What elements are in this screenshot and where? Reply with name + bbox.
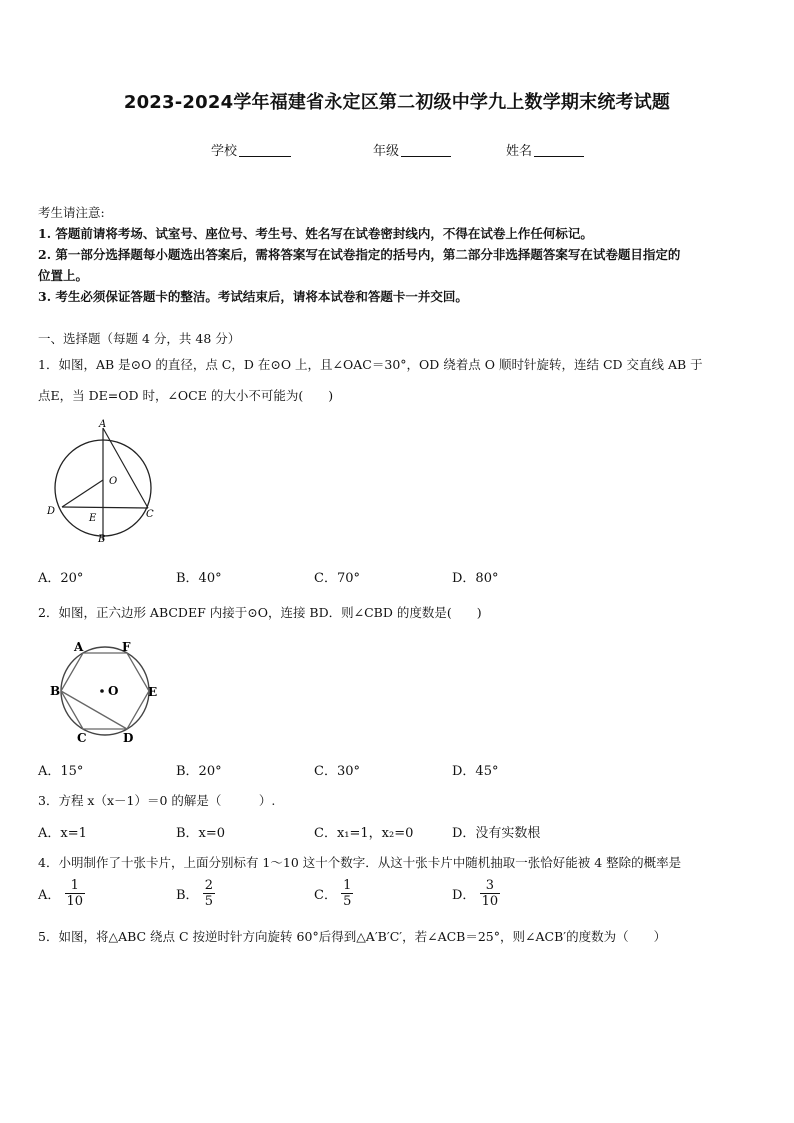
question-1-line2: 点E，当 DE=OD 时，∠OCE 的大小不可能为( ) [38, 388, 334, 403]
denominator: 5 [343, 894, 352, 909]
option-b[interactable]: B．x=0 [176, 826, 226, 841]
denominator: 10 [481, 894, 499, 909]
name-blank [534, 144, 584, 157]
label-b: B [98, 534, 106, 545]
option-b[interactable]: B．20° [176, 764, 222, 779]
label-e: E [148, 685, 158, 699]
chord-ac [103, 428, 148, 508]
circle-o [61, 647, 149, 735]
option-d[interactable]: D．没有实数根 [452, 826, 541, 841]
numerator: 3 [480, 878, 501, 894]
question-2-figure [46, 636, 166, 748]
chord-dc [62, 507, 148, 508]
question-2-line: 2．如图，正六边形 ABCDEF 内接于⊙O，连接 BD．则∠CBD 的度数是( ) [38, 605, 482, 620]
school-label: 学校 [211, 144, 238, 159]
option-label: C． [314, 888, 337, 903]
notice-item: 2. 第一部分选择题每小题选出答案后，需将答案写在试卷指定的括号内，第二部分非选择题答案写在试卷题目指定的 [38, 247, 681, 262]
option-c[interactable]: C．30° [314, 764, 360, 779]
fraction [65, 878, 86, 909]
numerator: 1 [65, 878, 86, 894]
notice-item: 位置上。 [38, 268, 89, 283]
option-d[interactable]: D．45° [452, 764, 499, 779]
name-label: 姓名 [506, 144, 533, 159]
name-field [506, 140, 584, 159]
label-c: C [77, 731, 87, 745]
label-f: F [122, 640, 131, 654]
option-d[interactable] [452, 878, 500, 909]
numerator: 1 [343, 878, 352, 893]
option-d[interactable]: D．80° [452, 571, 499, 586]
grade-blank [401, 144, 451, 157]
school-blank [239, 144, 291, 157]
label-d: D [123, 731, 134, 745]
fraction [480, 878, 501, 909]
option-b[interactable]: B．40° [176, 571, 222, 586]
option-a[interactable]: A．15° [38, 764, 84, 779]
notice-heading: 考生请注意: [38, 205, 105, 220]
grade-label: 年级 [373, 144, 400, 159]
label-e: E [89, 513, 97, 524]
option-a[interactable] [38, 878, 85, 909]
notice-item: 1. 答题前请将考场、试室号、座位号、考生号、姓名写在试卷密封线内，不得在试卷上作任何标记。 [38, 226, 593, 241]
label-b: B [50, 684, 61, 698]
denominator: 5 [204, 894, 213, 909]
section-heading: 一、选择题（每题 4 分，共 48 分） [38, 331, 241, 346]
option-label: A． [38, 888, 61, 903]
label-a: A [99, 419, 107, 430]
school-field [211, 140, 291, 159]
label-a: A [74, 640, 84, 654]
hexagon-abcdef [61, 653, 149, 729]
numerator: 2 [204, 878, 213, 893]
notice-item: 3. 考生必须保证答题卡的整洁。考试结束后，请将本试卷和答题卡一并交回。 [38, 289, 468, 304]
question-5-line: 5．如图，将△ABC 绕点 C 按逆时针方向旋转 60°后得到△A′B′C′，若∠ACB＝25°，则∠ACB′的度数为（ ） [38, 929, 667, 944]
question-1-figure [40, 414, 170, 550]
grade-field [373, 140, 451, 159]
label-o: O [109, 476, 118, 487]
option-c[interactable]: C．x₁=1，x₂=0 [314, 826, 414, 841]
fraction [203, 878, 215, 909]
option-c[interactable] [314, 878, 353, 909]
option-a[interactable]: A．20° [38, 571, 84, 586]
label-d: D [47, 506, 56, 517]
fraction [341, 878, 353, 909]
page-title: 2023-2024学年福建省永定区第二初级中学九上数学期末统考试题 [123, 92, 671, 113]
denominator: 10 [66, 894, 84, 909]
question-4-line: 4．小明制作了十张卡片，上面分别标有 1～10 这十个数字．从这十张卡片中随机抽取一张恰好能被 4 整除的概率是 [38, 855, 682, 870]
label-o: O [108, 684, 119, 698]
center-point [100, 689, 104, 693]
label-c: C [146, 509, 154, 520]
segment-od [62, 480, 103, 507]
option-label: D． [452, 888, 476, 903]
question-3-line: 3．方程 x（x－1）＝0 的解是（ ）. [38, 793, 276, 808]
option-c[interactable]: C．70° [314, 571, 360, 586]
option-label: B． [176, 888, 199, 903]
option-a[interactable]: A．x=1 [38, 826, 87, 841]
question-1-line1: 1．如图，AB 是⊙O 的直径，点 C，D 在⊙O 上，且∠OAC＝30°，OD 绕着点 O 顺时针旋转，连结 CD 交直线 AB 于 [38, 357, 703, 372]
option-b[interactable] [176, 878, 215, 909]
